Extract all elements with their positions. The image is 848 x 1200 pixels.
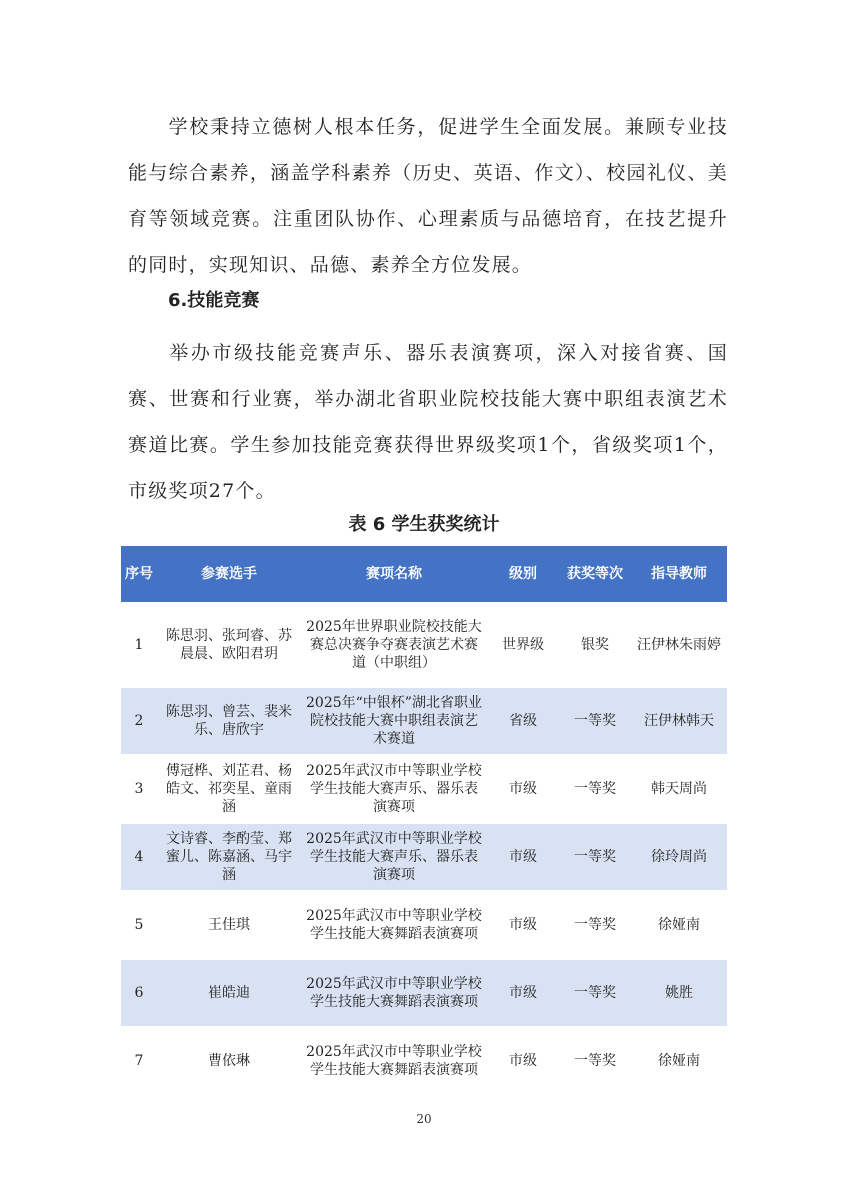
cell-event: 2025年武汉市中等职业学校学生技能大赛舞蹈表演赛项	[301, 891, 487, 959]
cell-teacher: 徐娅南	[631, 1027, 727, 1094]
table-row	[121, 687, 727, 755]
table-row	[121, 755, 727, 823]
intro-paragraph: 学校秉持立德树人根本任务，促进学生全面发展。兼顾专业技能与综合素养，涵盖学科素养（历史、英语、作文）、校园礼仪、美育等领域竞赛。注重团队协作、心理素质与品德培育，在技艺提升的同时，实现知识、品德、素养全方位发展。	[128, 116, 728, 276]
cell-teacher: 徐娅南	[631, 891, 727, 959]
cell-event: 2025年武汉市中等职业学校学生技能大赛舞蹈表演赛项	[301, 1027, 487, 1094]
header-teacher: 指导教师	[631, 546, 727, 603]
cell-index: 4	[121, 823, 157, 891]
table-header-row	[121, 546, 727, 603]
cell-teacher: 韩天周尚	[631, 755, 727, 823]
cell-participants: 文诗睿、李酌莹、郑蜜儿、陈嘉涵、马宇涵	[157, 823, 301, 891]
cell-participants: 王佳琪	[157, 891, 301, 959]
cell-event: 2025年世界职业院校技能大赛总决赛争夺赛表演艺术赛道（中职组）	[301, 603, 487, 687]
cell-award: 一等奖	[559, 687, 631, 755]
cell-award: 银奖	[559, 603, 631, 687]
cell-participants: 崔皓迪	[157, 959, 301, 1027]
table-title: 表 6 学生获奖统计	[348, 514, 500, 535]
header-index: 序号	[121, 546, 157, 603]
cell-level: 市级	[487, 959, 559, 1027]
table-row	[121, 891, 727, 959]
header-level: 级别	[487, 546, 559, 603]
header-participants: 参赛选手	[157, 546, 301, 603]
cell-teacher: 汪伊林韩天	[631, 687, 727, 755]
cell-participants: 陈思羽、曾芸、裴米乐、唐欣宇	[157, 687, 301, 755]
cell-index: 3	[121, 755, 157, 823]
cell-event: 2025年武汉市中等职业学校学生技能大赛舞蹈表演赛项	[301, 959, 487, 1027]
cell-index: 5	[121, 891, 157, 959]
header-event: 赛项名称	[301, 546, 487, 603]
cell-teacher: 徐玲周尚	[631, 823, 727, 891]
cell-index: 7	[121, 1027, 157, 1094]
section-paragraph: 举办市级技能竞赛声乐、器乐表演赛项，深入对接省赛、国赛、世赛和行业赛，举办湖北省职业院校技能大赛中职组表演艺术赛道比赛。学生参加技能竞赛获得世界级奖项1个，省级奖项1个，市级奖项27个。	[128, 342, 728, 502]
header-award: 获奖等次	[559, 546, 631, 603]
cell-level: 市级	[487, 1027, 559, 1094]
cell-award: 一等奖	[559, 1027, 631, 1094]
page-number: 20	[416, 1112, 432, 1126]
cell-event: 2025年武汉市中等职业学校学生技能大赛声乐、器乐表演赛项	[301, 755, 487, 823]
cell-index: 1	[121, 603, 157, 687]
table-row	[121, 1027, 727, 1094]
cell-index: 2	[121, 687, 157, 755]
cell-teacher: 姚胜	[631, 959, 727, 1027]
cell-event: 2025年武汉市中等职业学校学生技能大赛声乐、器乐表演赛项	[301, 823, 487, 891]
table-row	[121, 959, 727, 1027]
cell-teacher: 汪伊林朱雨婷	[631, 603, 727, 687]
cell-award: 一等奖	[559, 891, 631, 959]
cell-level: 世界级	[487, 603, 559, 687]
section-heading: 6.技能竞赛	[168, 290, 260, 311]
awards-table	[121, 546, 727, 1094]
cell-index: 6	[121, 959, 157, 1027]
cell-participants: 曹依琳	[157, 1027, 301, 1094]
cell-award: 一等奖	[559, 755, 631, 823]
cell-level: 市级	[487, 823, 559, 891]
table-row	[121, 603, 727, 687]
cell-level: 市级	[487, 891, 559, 959]
table-row	[121, 823, 727, 891]
cell-award: 一等奖	[559, 823, 631, 891]
cell-level: 市级	[487, 755, 559, 823]
cell-award: 一等奖	[559, 959, 631, 1027]
cell-event: 2025年“中银杯”湖北省职业院校技能大赛中职组表演艺术赛道	[301, 687, 487, 755]
cell-level: 省级	[487, 687, 559, 755]
cell-participants: 陈思羽、张珂睿、苏晨晨、欧阳君玥	[157, 603, 301, 687]
cell-participants: 傅冠桦、刘芷君、杨皓文、祁奕星、童雨涵	[157, 755, 301, 823]
